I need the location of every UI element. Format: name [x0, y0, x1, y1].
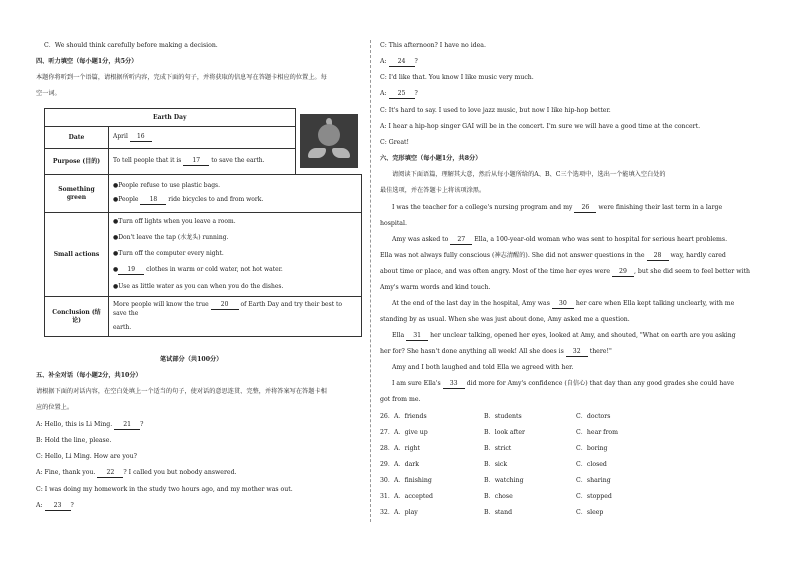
section-5-title: 五、补全对话（每小题2分，共10分）: [36, 372, 142, 379]
passage-p2-line3: [380, 268, 750, 277]
passage-p2-line1: [392, 236, 727, 245]
option-b[interactable]: B．sick: [484, 461, 508, 468]
p3-text: At the end of the last day in the hospital, Amy was: [392, 300, 552, 307]
blank-28[interactable]: 28: [647, 252, 669, 261]
blank-23[interactable]: 23: [45, 502, 71, 511]
purpose-row: [109, 149, 296, 175]
section-4-instruction: 本题你将听到一个语篇，请根据所听内容，完成下面的句子，并将获取的信息写在答题卡相应的位置上。每: [36, 74, 327, 81]
dialogue-line-10-end: ?: [414, 90, 418, 97]
option-row: [380, 445, 740, 453]
blank-27[interactable]: 27: [450, 236, 472, 245]
option-row: [380, 477, 740, 485]
option-c[interactable]: C．sharing: [576, 477, 611, 484]
dialogue-line-5: C: I was doing my homework in the study two hours ago, and my mother was out.: [36, 486, 293, 493]
column-divider: [370, 40, 371, 522]
purpose-text: To tell people that it is: [113, 157, 184, 164]
p2-text-end: Ella, a 100-year-old woman who was sent to hospital for serious heart problems.: [472, 236, 728, 243]
option-b[interactable]: B．stand: [484, 509, 513, 516]
purpose-text-end: to save the earth.: [209, 157, 265, 164]
option-b[interactable]: B．look after: [484, 429, 525, 436]
section-4-instruction-cont: 空一词。: [36, 90, 61, 97]
blank-33[interactable]: 33: [443, 380, 465, 389]
dialogue-line-4-end: ? I called you but nobody answered.: [123, 469, 237, 476]
option-c[interactable]: C．stopped: [576, 493, 612, 500]
blank-26[interactable]: 26: [574, 204, 596, 213]
passage-p6-line2: got from me.: [380, 396, 421, 403]
p2-line2-text: Ella was not always fully conscious (神志清醒的). She did not answer questions in the: [380, 252, 647, 259]
conclusion-content: [109, 297, 362, 337]
dialogue-line-10-text: A:: [380, 90, 389, 97]
option-row: [380, 493, 740, 501]
section-5-instruction-cont: 应的位置上。: [36, 404, 74, 411]
conclusion-line-2: earth.: [113, 324, 132, 331]
passage-p2-line4: Amy's warm words and kind touch.: [380, 284, 491, 291]
blank-30[interactable]: 30: [552, 300, 574, 309]
dialogue-line-8-end: ?: [414, 58, 418, 65]
earth-day-photo-cell: [295, 109, 362, 175]
question-number: 31．: [380, 493, 395, 500]
option-a[interactable]: A．give up: [394, 429, 428, 436]
option-c[interactable]: C．doctors: [576, 413, 611, 420]
blank-24[interactable]: 24: [389, 58, 415, 67]
section-4-title: 四、听力填空（每小题1分，共5分）: [36, 58, 138, 65]
blank-22[interactable]: 22: [97, 469, 123, 478]
option-a[interactable]: A．finishing: [394, 477, 432, 484]
dialogue-line-7: C: This afternoon? I have no idea.: [380, 42, 486, 49]
question-number: 32．: [380, 509, 395, 516]
dialogue-line-1-text: A: Hello, this is Li Ming.: [36, 421, 115, 428]
option-a[interactable]: A．dark: [394, 461, 420, 468]
earth-day-table: [44, 108, 362, 337]
small-action-4-text: clothes in warm or cold water, not hot water.: [144, 266, 283, 273]
passage-p1-line1: [392, 204, 722, 213]
dialogue-line-6-text: A:: [36, 502, 45, 509]
dialogue-line-1: [36, 421, 144, 430]
passage-p3-line1: [392, 300, 734, 309]
dialogue-line-6: [36, 502, 74, 511]
option-row: [380, 429, 740, 437]
right-hand-shape: [332, 148, 350, 158]
green-item-2-end: ride bicycles to and from work.: [166, 196, 264, 203]
option-b[interactable]: B．chose: [484, 493, 513, 500]
dialogue-line-11: C: It's hard to say. I used to love jazz music, but now I like hip-hop better.: [380, 107, 611, 114]
p4-text-end: her unclear talking, opened her eyes, looked at Amy, and shouted, "What on earth are you asking: [428, 332, 736, 339]
p2-line3-text: about time or place, and was often angry. Most of the time her eyes were: [380, 268, 612, 275]
option-c-line: C．We should think carefully before making a decision.: [44, 42, 218, 49]
p2-text: Amy was asked to: [392, 236, 451, 243]
dialogue-line-10: [380, 90, 418, 99]
something-green-label: Something green: [45, 175, 109, 213]
blank-32[interactable]: 32: [566, 348, 588, 357]
dialogue-line-4: [36, 469, 237, 478]
conclusion-label: Conclusion (结论): [45, 297, 109, 337]
passage-p4-line1: [392, 332, 736, 341]
blank-25[interactable]: 25: [389, 90, 415, 99]
conclusion-text: More people will know the true: [113, 301, 211, 308]
option-a[interactable]: A．play: [394, 509, 418, 516]
option-row: [380, 509, 740, 517]
p2-line2-end: way, hardly cared: [668, 252, 726, 259]
option-row: [380, 461, 740, 469]
blank-31[interactable]: 31: [406, 332, 428, 341]
p2-line3-end: , but she did seem to feel better with: [633, 268, 750, 275]
p3-text-end: her care when Ella kept talking unclearly, with me: [573, 300, 735, 307]
earth-hands-image: [300, 114, 358, 168]
blank-17[interactable]: 17: [183, 157, 209, 166]
small-action-5: ●Use as little water as you can when you do the dishes.: [113, 283, 284, 290]
blank-19[interactable]: 19: [118, 266, 144, 275]
date-text: April: [113, 133, 130, 140]
dialogue-line-12: A: I hear a hip-hop singer GAI will be in the concert. I'm sure we will have a good time at the concert.: [380, 123, 701, 130]
small-action-4-bullet: ●: [113, 266, 119, 273]
blank-29[interactable]: 29: [612, 268, 634, 277]
option-row: [380, 413, 740, 421]
small-action-3: ●Turn off the computer every night.: [113, 250, 224, 257]
p4-line2-text: her for? She hasn't done anything all week! All she does is: [380, 348, 566, 355]
small-action-1: ●Turn off lights when you leave a room.: [113, 218, 236, 225]
section-6-title: 六、完形填空（每小题1分，共8分）: [380, 155, 482, 162]
section-6-instruction: 请阅读下面语篇，理解其大意，然后从每小题所给的A、B、C三个选项中，选出一个能填入空白处的: [392, 171, 666, 178]
dialogue-line-1-end: ?: [140, 421, 144, 428]
option-b[interactable]: B．watching: [484, 477, 524, 484]
dialogue-line-9: C: I'd like that. You know I like music very much.: [380, 74, 534, 81]
option-a[interactable]: A．accepted: [394, 493, 434, 500]
earth-globe-shape: [318, 124, 340, 146]
passage-p2-line2: [380, 252, 726, 261]
date-row: [109, 127, 296, 149]
question-number: 27．: [380, 429, 395, 436]
conclusion-line-1: [113, 301, 357, 318]
option-c[interactable]: C．hear from: [576, 429, 619, 436]
left-hand-shape: [308, 148, 326, 158]
question-number: 28．: [380, 445, 395, 452]
option-c[interactable]: C．sleep: [576, 509, 604, 516]
something-green-content: [109, 175, 362, 213]
dialogue-line-3: C: Hello, Li Ming. How are you?: [36, 453, 137, 460]
blank-21[interactable]: 21: [114, 421, 140, 430]
green-item-2-text: ●People: [113, 196, 141, 203]
p6-text-end: did more for Amy's confidence (自信心) that day than any good grades she could have: [464, 380, 735, 387]
passage-p1-line2: hospital.: [380, 220, 407, 227]
passage-p6-line1: [392, 380, 734, 389]
question-number: 30．: [380, 477, 395, 484]
question-number: 26．: [380, 413, 395, 420]
dialogue-line-4-text: A: Fine, thank you.: [36, 469, 98, 476]
date-label: Date: [45, 127, 109, 149]
green-item-1: ●People refuse to use plastic bags.: [113, 182, 221, 189]
option-a[interactable]: A．right: [394, 445, 421, 452]
passage-p5: Amy and I both laughed and told Ella we agreed with her.: [392, 364, 574, 371]
option-c[interactable]: C．closed: [576, 461, 607, 468]
p1-text-end: were finishing their last term in a large: [596, 204, 723, 211]
dialogue-line-8-text: A:: [380, 58, 389, 65]
passage-p4-line2: [380, 348, 612, 357]
dialogue-line-13: C: Great!: [380, 139, 410, 146]
blank-20[interactable]: 20: [211, 301, 239, 310]
p1-text: I was the teacher for a college's nursing program and my: [392, 204, 575, 211]
blank-16[interactable]: 16: [130, 133, 152, 142]
green-item-2: [113, 196, 357, 205]
option-b[interactable]: B．students: [484, 413, 522, 420]
small-action-4: [113, 266, 357, 275]
small-actions-label: Small actions: [45, 213, 109, 297]
question-number: 29．: [380, 461, 395, 468]
passage-p3-line2: standing by as usual. When she was just about done, Amy asked me a question.: [380, 316, 630, 323]
section-6-instruction-cont: 最佳选项，并在答题卡上将该项涂黑。: [380, 187, 486, 194]
section-5-instruction: 请根据下面的对话内容，在空白处填上一个适当的句子，使对话的意思连贯、完整，并将答案写在答题卡相: [36, 388, 327, 395]
conclusion-text-end: of Earth Day and try their best to save the: [113, 301, 343, 317]
p6-text: I am sure Ella's: [392, 380, 443, 387]
p4-line2-end: there!": [587, 348, 612, 355]
blank-18[interactable]: 18: [140, 196, 166, 205]
dialogue-line-2: B: Hold the line, please.: [36, 437, 112, 444]
purpose-label: Purpose (目的): [45, 149, 109, 175]
dialogue-line-8: [380, 58, 418, 67]
small-action-2: ●Don't leave the tap (水龙头) running.: [113, 234, 229, 241]
table-title: Earth Day: [45, 109, 296, 127]
dialogue-line-6-end: ?: [70, 502, 74, 509]
p4-text: Ella: [392, 332, 407, 339]
option-b[interactable]: B．strict: [484, 445, 512, 452]
written-part-title: 笔试部分（共100分）: [160, 356, 223, 363]
small-actions-content: [109, 213, 362, 297]
option-a[interactable]: A．friends: [394, 413, 427, 420]
option-c[interactable]: C．boring: [576, 445, 608, 452]
